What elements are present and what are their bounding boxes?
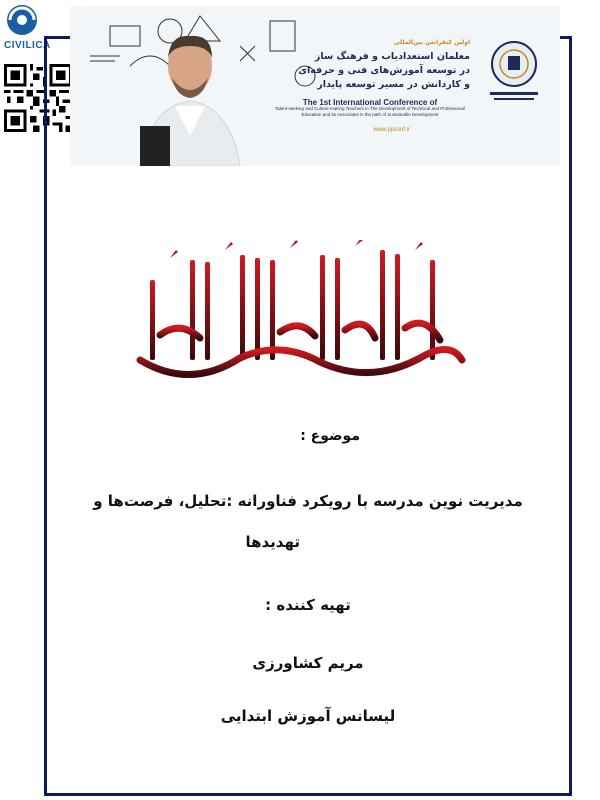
conference-en-desc: Talent-seeking and Culture-making Teachers in The Development of Technical and Professional Education and its Associates in the path of Sustainable Development: [274, 106, 466, 117]
author-label: تهیه کننده :: [265, 596, 351, 614]
conference-title-line-1: معلمان استعدادیاب و فرهنگ ساز: [314, 51, 470, 62]
author-name: مریم کشاورزی: [252, 654, 364, 672]
author-degree: لیسانس آموزش ابتدایی: [220, 707, 396, 725]
conference-title-fa: [260, 36, 470, 92]
topic-title-line-2: تهدیدها: [245, 533, 300, 551]
logo-text: CIVILICA: [4, 40, 51, 51]
conference-prefix: اولین کنفرانس بین‌المللی: [393, 39, 470, 46]
conference-banner: [70, 6, 560, 166]
topic-title-line-1: مدیریت نوین مدرسه با رویکرد فناورانه :تحلیل، فرصت‌ها و: [93, 492, 523, 510]
bismillah-calligraphy: [130, 240, 470, 400]
conference-title-en: [270, 100, 470, 118]
conference-title-line-3: و کاردانش در مسیر توسعه پایدار: [317, 79, 470, 90]
conference-en-title: The 1st International Conference of: [302, 98, 438, 107]
conference-title-line-2: در توسعه آموزش‌های فنی و حرفه‌ای: [298, 65, 470, 76]
topic-label: موضوع :: [300, 428, 360, 444]
teacher-photo: [120, 6, 260, 166]
university-seal-icon: [482, 34, 546, 114]
globe-icon: [2, 2, 42, 38]
conference-website: www.pjlconf.ir: [373, 127, 410, 133]
